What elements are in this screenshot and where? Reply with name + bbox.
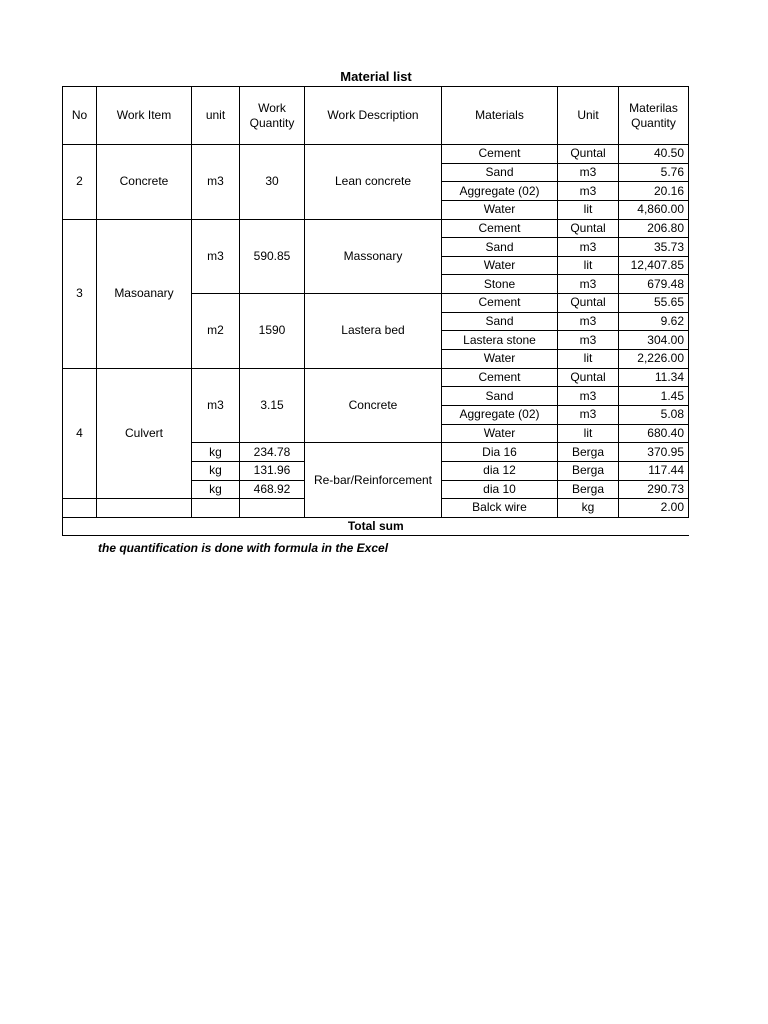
row-work-description: Lastera bed xyxy=(305,294,442,369)
row-unit: m3 xyxy=(192,368,240,443)
material-name: Sand xyxy=(442,312,558,331)
row-work-item: Masoanary xyxy=(97,219,192,368)
header-unit: unit xyxy=(192,87,240,145)
row-work-quantity: 468.92 xyxy=(240,480,305,499)
material-name: Cement xyxy=(442,145,558,164)
material-name: Aggregate (02) xyxy=(442,182,558,201)
material-unit: m3 xyxy=(558,312,619,331)
material-table xyxy=(62,86,689,536)
material-unit: kg xyxy=(558,499,619,518)
material-quantity: 1.45 xyxy=(619,387,689,406)
material-quantity: 5.76 xyxy=(619,163,689,182)
material-quantity: 370.95 xyxy=(619,443,689,462)
material-name: Stone xyxy=(442,275,558,294)
row-work-quantity: 131.96 xyxy=(240,461,305,480)
material-quantity: 55.65 xyxy=(619,294,689,313)
material-quantity: 4,860.00 xyxy=(619,200,689,219)
row-unit: m2 xyxy=(192,294,240,369)
row-no-empty xyxy=(63,499,97,518)
material-name: Sand xyxy=(442,387,558,406)
material-quantity: 40.50 xyxy=(619,145,689,164)
material-name: Water xyxy=(442,424,558,443)
table-row xyxy=(63,219,689,238)
row-work-quantity: 3.15 xyxy=(240,368,305,443)
material-name: Balck wire xyxy=(442,499,558,518)
header-work-quantity: Work Quantity xyxy=(240,87,305,145)
material-name: Lastera stone xyxy=(442,331,558,350)
material-unit: m3 xyxy=(558,163,619,182)
row-no: 2 xyxy=(63,145,97,220)
material-quantity: 9.62 xyxy=(619,312,689,331)
material-name: Cement xyxy=(442,368,558,387)
row-work-item: Culvert xyxy=(97,368,192,498)
material-unit: m3 xyxy=(558,275,619,294)
material-name: Water xyxy=(442,350,558,369)
material-unit: m3 xyxy=(558,405,619,424)
row-work-item-empty xyxy=(97,499,192,518)
material-unit: m3 xyxy=(558,182,619,201)
row-work-quantity: 590.85 xyxy=(240,219,305,294)
material-unit: lit xyxy=(558,424,619,443)
material-quantity: 290.73 xyxy=(619,480,689,499)
row-work-quantity: 1590 xyxy=(240,294,305,369)
material-name: Cement xyxy=(442,219,558,238)
material-unit: Quntal xyxy=(558,145,619,164)
material-name: Water xyxy=(442,200,558,219)
material-unit: lit xyxy=(558,256,619,275)
material-unit: Quntal xyxy=(558,368,619,387)
material-quantity: 2,226.00 xyxy=(619,350,689,369)
row-unit: kg xyxy=(192,480,240,499)
material-unit: m3 xyxy=(558,387,619,406)
material-quantity: 35.73 xyxy=(619,238,689,257)
material-unit: m3 xyxy=(558,238,619,257)
material-quantity: 206.80 xyxy=(619,219,689,238)
row-unit: m3 xyxy=(192,219,240,294)
header-no: No xyxy=(63,87,97,145)
total-row xyxy=(63,517,689,536)
material-quantity: 117.44 xyxy=(619,461,689,480)
material-name: Dia 16 xyxy=(442,443,558,462)
footnote: the quantification is done with formula in the Excel xyxy=(98,541,389,555)
row-work-item: Concrete xyxy=(97,145,192,220)
material-quantity: 20.16 xyxy=(619,182,689,201)
header-materials: Materials xyxy=(442,87,558,145)
row-work-description: Lean concrete xyxy=(305,145,442,220)
material-unit: Quntal xyxy=(558,219,619,238)
material-quantity: 679.48 xyxy=(619,275,689,294)
material-quantity: 5.08 xyxy=(619,405,689,424)
row-unit: m3 xyxy=(192,145,240,220)
material-name: Cement xyxy=(442,294,558,313)
header-row xyxy=(63,87,689,145)
row-work-quantity: 234.78 xyxy=(240,443,305,462)
header-materials-quantity: Materilas Quantity xyxy=(619,87,689,145)
material-unit: Berga xyxy=(558,443,619,462)
material-name: dia 12 xyxy=(442,461,558,480)
table-row xyxy=(63,368,689,387)
header-material-unit: Unit xyxy=(558,87,619,145)
row-unit: kg xyxy=(192,461,240,480)
material-quantity: 12,407.85 xyxy=(619,256,689,275)
row-work-description: Re-bar/Reinforcement xyxy=(305,443,442,518)
row-work-description: Concrete xyxy=(305,368,442,443)
material-unit: Berga xyxy=(558,480,619,499)
material-name: Water xyxy=(442,256,558,275)
material-name: Sand xyxy=(442,163,558,182)
material-name: Sand xyxy=(442,238,558,257)
row-unit: kg xyxy=(192,443,240,462)
row-work-description: Massonary xyxy=(305,219,442,294)
total-sum-label: Total sum xyxy=(63,517,689,536)
material-quantity: 680.40 xyxy=(619,424,689,443)
material-unit: m3 xyxy=(558,331,619,350)
material-unit: lit xyxy=(558,200,619,219)
material-name: Aggregate (02) xyxy=(442,405,558,424)
row-no: 4 xyxy=(63,368,97,498)
row-unit xyxy=(192,499,240,518)
header-work-description: Work Description xyxy=(305,87,442,145)
table-title: Material list xyxy=(340,69,412,84)
material-quantity: 11.34 xyxy=(619,368,689,387)
material-unit: lit xyxy=(558,350,619,369)
table-row xyxy=(63,145,689,164)
row-work-quantity: 30 xyxy=(240,145,305,220)
row-work-quantity xyxy=(240,499,305,518)
header-work-item: Work Item xyxy=(97,87,192,145)
material-quantity: 304.00 xyxy=(619,331,689,350)
material-name: dia 10 xyxy=(442,480,558,499)
material-unit: Quntal xyxy=(558,294,619,313)
row-no: 3 xyxy=(63,219,97,368)
material-quantity: 2.00 xyxy=(619,499,689,518)
material-unit: Berga xyxy=(558,461,619,480)
